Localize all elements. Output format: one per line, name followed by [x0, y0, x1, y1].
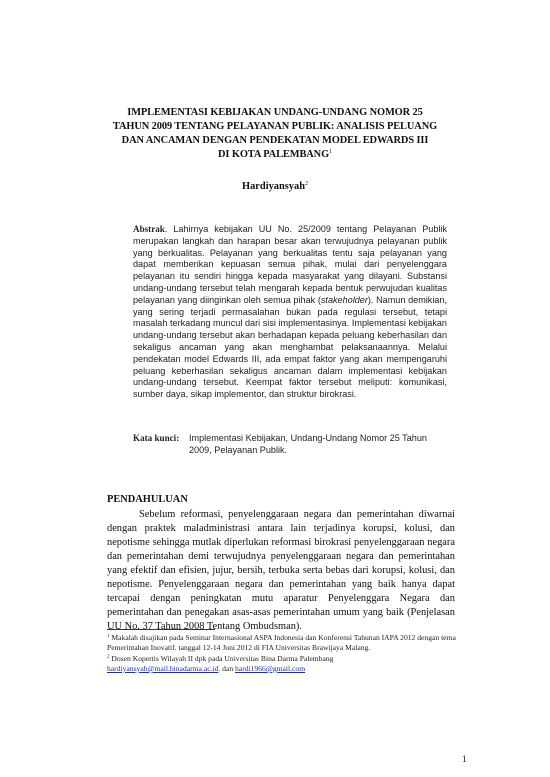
- abstract-italic-term: stakeholder: [320, 294, 368, 305]
- footnote-emails: hardiyansyah@mail.binadarma.ac.id. dan hardi1966@gmail.com: [107, 663, 306, 673]
- keywords-text: Implementasi Kebijakan, Undang-Undang Nomor 25 Tahun 2009, Pelayanan Publik.: [189, 433, 427, 455]
- title-line: DI KOTA PALEMBANG$^1$: [218, 149, 332, 160]
- abstract-text: . Lahirnya kebijakan UU No. 25/2009 tentang Pelayanan Publik merupakan langkah dan harapan besar akan terwujudnya pelayanan publik yang berkualitas. Pelayanan yang berkualitas tentu saja pelayanan yang dapat memberikan kepuasan semua pihak, mulai dari penyelenggara pelayanan itu sendiri hingga kepada masyarakat yang dilayani. Substansi undang-undang tersebut telah mengarah kepada bentuk perwujudan kualitas pelayanan yang diinginkan oleh semua pihak (: [133, 224, 447, 305]
- email-link-2[interactable]: hardi1966@gmail.com: [235, 663, 306, 673]
- intro-paragraph: Sebelum reformasi, penyelenggaraan negara dan pemerintahan diwarnai dengan praktek maladministrasi antara lain terjadinya korupsi, kolusi, dan nepotisme sehingga mutlak diperlukan reformasi birokrasi penyelenggaraan negara dan pemerintahan demi terwujudnya penyelenggaraan negara dan pemerintahan yang efektif dan efisien, jujur, bersih, terbuka serta bebas dari korupsi, kolusi, dan nepotisme. Penyelenggaraan negara dan pemerintahan yang baik hanya dapat tercapai dengan peningkatan mutu aparatur Penyelenggara Negara dan pemerintahan dan penegakan asas-asas pemerintahan umum yang baik (Penjelasan UU No. 37 Tahun 2008 Tentang Ombudsman).: [107, 509, 455, 632]
- footnotes: [107, 633, 457, 674]
- page-number: 1: [462, 754, 467, 764]
- abstract-text-continued: ). Namun demikian, yang sering terjadi permasalahan bukan pada regulasi tersebut, tetapi masalah terkadang muncul dari sisi implementasinya. Implementasi kebijakan undang-undang tersebut akan berhadapan kepada peluang keberhasilan dan sekaligus ancaman yang akan menghambat pelaksanaannya. Melalui pendekatan model Edwards III, ada empat faktor yang akan mempengaruhi peluang keberhasilan sekaligus ancaman dalam implementasi kebijakan undang-undang tersebut. Keempat faktor tersebut meliputi: komunikasi, sumber daya, sikap implementor, dan struktur birokrasi.: [133, 294, 448, 400]
- footnote-2: $^2$ Dosen Kopertis Wilayah II dpk pada Universitas Bina Darma Palembang: [107, 653, 334, 663]
- author-name: Hardiyansyah$^2$: [242, 181, 308, 192]
- author-footnote-mark: 2: [304, 181, 308, 187]
- footnote-1: $^1$ Makalah disajikan pada Seminar Internasional ASPA Indonesia dan Konferensi Tahunan IAPA 2012 dengan tema Pemerintahan Inovatif. tanggal 12-14 Juni 2012 di FIA Universitas Brawijaya Malang.: [107, 633, 456, 653]
- title-footnote-mark: 1: [329, 149, 332, 155]
- title-line: DAN ANCAMAN DENGAN PENDEKATAN MODEL EDWARDS III: [121, 135, 429, 146]
- abstract: [133, 224, 447, 401]
- abstract-label: Abstrak: [133, 224, 165, 234]
- paper-title: [100, 106, 450, 162]
- title-line: TAHUN 2009 TENTANG PELAYANAN PUBLIK: ANALISIS PELUANG: [112, 121, 438, 132]
- footnote-divider: [107, 629, 215, 630]
- email-link-1[interactable]: hardiyansyah@mail.binadarma.ac.id: [107, 663, 219, 673]
- keywords: [133, 432, 447, 456]
- section-heading: PENDAHULUAN: [107, 494, 188, 505]
- title-line: IMPLEMENTASI KEBIJAKAN UNDANG-UNDANG NOMOR 25: [127, 107, 423, 118]
- keywords-label: Kata kunci:: [133, 433, 180, 443]
